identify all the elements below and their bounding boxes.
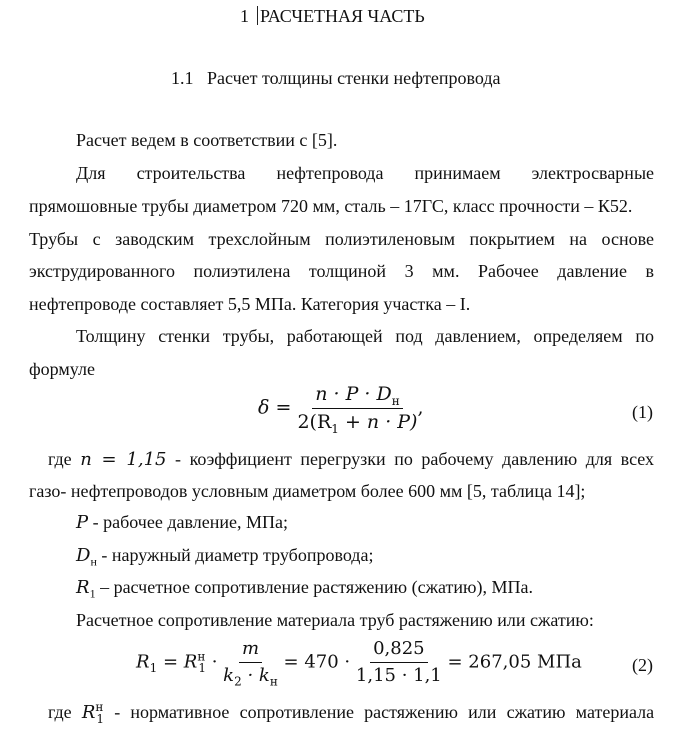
line-text: Трубы с заводским трехслойным полиэтиленовым покрытием на основе [29, 229, 654, 249]
definition-D: $D_н$ - наружный диаметр трубопровода; [76, 545, 374, 569]
numerator: m [239, 640, 262, 663]
paragraph-1: Расчет ведем в соответствии с [5]. [76, 130, 338, 150]
delta-symbol: δ [258, 396, 270, 419]
definition-P [76, 513, 288, 532]
definition-R: $R_1$ – расчетное сопротивление растяжению (сжатию), МПа. [76, 577, 533, 601]
paragraph-2-line-3 [29, 230, 654, 248]
word: нормативное [130, 702, 230, 722]
fraction-2 [356, 640, 442, 685]
word: - [175, 449, 182, 469]
comma: , [417, 396, 424, 419]
word: где [48, 449, 72, 469]
paragraph-4: Расчетное сопротивление материала труб растяжению или сжатию: [76, 610, 594, 630]
denominator: $2(R_1 + n \cdot P)$ [297, 411, 418, 436]
word: строительства [136, 163, 246, 183]
formula-1 [258, 383, 424, 436]
text-cursor [257, 6, 258, 25]
paragraph-3-line-2: формуле [29, 359, 95, 379]
word: материала [575, 702, 655, 722]
section-heading [240, 6, 425, 25]
denominator: 1,15 · 1,1 [355, 665, 442, 686]
where-1-line-1 [48, 450, 654, 469]
paragraph-2-line-5: нефтепроводе составляет 5,5 МПа. Категория участка – I. [29, 294, 471, 314]
word: рабочему [421, 449, 494, 469]
word: электросварные [531, 163, 655, 183]
D-symbol: D [76, 545, 91, 566]
R-symbol: R [76, 577, 90, 598]
line-text: экструдированного полиэтилена толщиной 3 мм. Рабочее давление в [29, 261, 654, 281]
word: Для [76, 163, 106, 183]
paragraph-3-line-1 [76, 327, 654, 345]
section-number: 1 [240, 6, 249, 26]
word: где [48, 702, 72, 722]
numerator: 0,825 [370, 640, 428, 663]
denominator: $k_2 \cdot k_н$ [223, 665, 278, 689]
paragraph-2-line-2: прямошовные трубы диаметром 720 мм, сталь – 17ГС, класс прочности – К52. [29, 196, 633, 216]
fraction-1 [223, 638, 278, 689]
subsection-title: Расчет толщины стенки нефтепровода [207, 68, 501, 88]
definition-text: - наружный диаметр трубопровода; [96, 545, 374, 565]
word: сжатию [506, 702, 566, 722]
word: сопротивление [239, 702, 354, 722]
word: коэффициент [189, 449, 292, 469]
definition-text: - рабочее давление, МПа; [88, 512, 288, 532]
word: принимаем [414, 163, 501, 183]
formula-2: $R_1 = R^н_1$ · $\frac{m}{k_2 \cdot k_н}$ = 470 · $\frac{0,825}{1,15 \cdot 1,1}$ = 267,05 МПа [136, 638, 582, 689]
numerator: $n \cdot P \cdot D_н$ [312, 385, 403, 409]
P-symbol: P [76, 512, 89, 533]
word: для [585, 449, 613, 469]
word: по [394, 449, 413, 469]
where-2-line [48, 700, 655, 726]
paragraph-2-line-4 [29, 262, 654, 280]
word: перегрузки [300, 449, 386, 469]
paragraph-2-line-1 [76, 164, 654, 182]
definition-text: – расчетное сопротивление растяжению (сжатию), МПа. [95, 577, 533, 597]
word: давлению [502, 449, 578, 469]
where-1-line-2: газо- нефтепроводов условным диаметром более 600 мм [5, таблица 14]; [29, 481, 586, 501]
n-value: n = 1,15 [80, 449, 167, 470]
section-title: РАСЧЕТНАЯ ЧАСТЬ [260, 6, 425, 26]
word: всех [620, 449, 655, 469]
word: - [114, 702, 121, 722]
subsection-number: 1.1 [171, 68, 194, 88]
subsection-heading [171, 69, 500, 87]
equation-number-1: (1) [632, 402, 653, 422]
equation-number-2: (2) [632, 655, 653, 675]
R-norm-symbol: $R^н_1$ [81, 700, 105, 726]
line-text: Толщину стенки трубы, работающей под давлением, определяем по [76, 326, 654, 346]
word: или [468, 702, 497, 722]
equals-sign: = [275, 396, 292, 419]
word: растяжению [364, 702, 458, 722]
word: нефтепровода [276, 163, 384, 183]
fraction [297, 383, 418, 436]
